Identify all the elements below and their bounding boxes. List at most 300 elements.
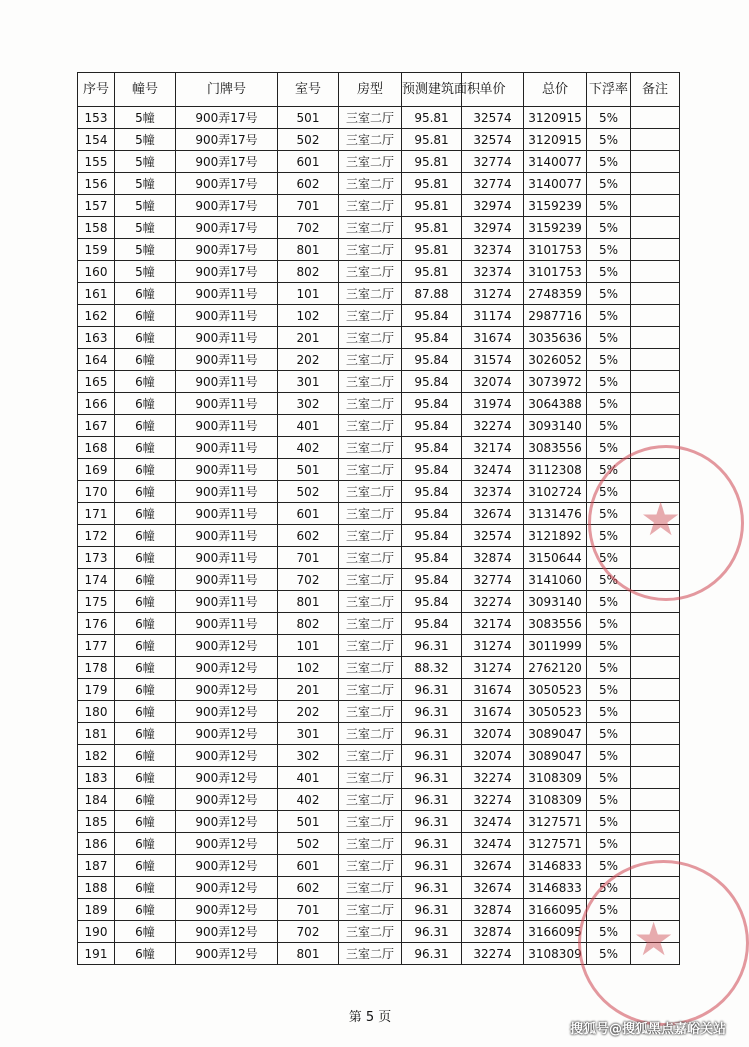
cell-address: 900弄12号 <box>176 767 278 789</box>
cell-discount: 5% <box>587 833 631 855</box>
cell-area: 95.84 <box>402 393 462 415</box>
cell-seq: 188 <box>78 877 115 899</box>
cell-address: 900弄17号 <box>176 195 278 217</box>
cell-area: 96.31 <box>402 789 462 811</box>
cell-discount: 5% <box>587 261 631 283</box>
cell-unit-price: 32074 <box>462 371 524 393</box>
cell-discount: 5% <box>587 393 631 415</box>
cell-area: 96.31 <box>402 679 462 701</box>
col-header-layout: 房型 <box>339 73 402 107</box>
cell-address: 900弄12号 <box>176 679 278 701</box>
cell-total-price: 3166095 <box>524 899 587 921</box>
cell-room: 402 <box>278 437 339 459</box>
cell-building: 5幢 <box>115 107 176 129</box>
cell-layout: 三室二厅 <box>339 679 402 701</box>
cell-room: 502 <box>278 129 339 151</box>
cell-total-price: 3159239 <box>524 195 587 217</box>
cell-seq: 171 <box>78 503 115 525</box>
cell-room: 202 <box>278 349 339 371</box>
cell-area: 95.81 <box>402 261 462 283</box>
table-row <box>78 305 680 327</box>
cell-remark <box>631 239 680 261</box>
cell-building: 5幢 <box>115 173 176 195</box>
cell-seq: 176 <box>78 613 115 635</box>
cell-remark <box>631 723 680 745</box>
cell-unit-price: 32274 <box>462 789 524 811</box>
cell-unit-price: 32574 <box>462 107 524 129</box>
cell-building: 6幢 <box>115 481 176 503</box>
cell-unit-price: 32274 <box>462 415 524 437</box>
cell-address: 900弄12号 <box>176 701 278 723</box>
table-row <box>78 591 680 613</box>
cell-total-price: 3083556 <box>524 613 587 635</box>
cell-area: 95.81 <box>402 107 462 129</box>
cell-building: 6幢 <box>115 855 176 877</box>
cell-layout: 三室二厅 <box>339 107 402 129</box>
table-row <box>78 745 680 767</box>
cell-room: 202 <box>278 701 339 723</box>
cell-discount: 5% <box>587 151 631 173</box>
cell-layout: 三室二厅 <box>339 261 402 283</box>
cell-building: 6幢 <box>115 569 176 591</box>
cell-room: 201 <box>278 327 339 349</box>
cell-seq: 160 <box>78 261 115 283</box>
cell-room: 301 <box>278 723 339 745</box>
table-row <box>78 613 680 635</box>
table-row <box>78 195 680 217</box>
cell-discount: 5% <box>587 745 631 767</box>
cell-unit-price: 32374 <box>462 261 524 283</box>
cell-area: 95.84 <box>402 547 462 569</box>
cell-seq: 178 <box>78 657 115 679</box>
cell-area: 96.31 <box>402 921 462 943</box>
cell-discount: 5% <box>587 349 631 371</box>
cell-discount: 5% <box>587 943 631 965</box>
cell-building: 6幢 <box>115 437 176 459</box>
cell-layout: 三室二厅 <box>339 723 402 745</box>
cell-total-price: 3166095 <box>524 921 587 943</box>
cell-address: 900弄11号 <box>176 547 278 569</box>
cell-remark <box>631 151 680 173</box>
cell-total-price: 3131476 <box>524 503 587 525</box>
cell-room: 601 <box>278 855 339 877</box>
cell-building: 6幢 <box>115 701 176 723</box>
cell-layout: 三室二厅 <box>339 195 402 217</box>
col-header-remark: 备注 <box>631 73 680 107</box>
cell-seq: 189 <box>78 899 115 921</box>
cell-area: 96.31 <box>402 877 462 899</box>
cell-unit-price: 32974 <box>462 217 524 239</box>
cell-seq: 169 <box>78 459 115 481</box>
cell-total-price: 3050523 <box>524 701 587 723</box>
cell-area: 95.84 <box>402 481 462 503</box>
cell-total-price: 3121892 <box>524 525 587 547</box>
cell-address: 900弄12号 <box>176 635 278 657</box>
cell-unit-price: 32374 <box>462 239 524 261</box>
cell-area: 95.81 <box>402 129 462 151</box>
cell-seq: 183 <box>78 767 115 789</box>
cell-address: 900弄11号 <box>176 349 278 371</box>
table-row <box>78 283 680 305</box>
cell-building: 6幢 <box>115 921 176 943</box>
cell-remark <box>631 833 680 855</box>
cell-total-price: 3011999 <box>524 635 587 657</box>
cell-building: 6幢 <box>115 305 176 327</box>
cell-discount: 5% <box>587 525 631 547</box>
cell-total-price: 3050523 <box>524 679 587 701</box>
table-row <box>78 789 680 811</box>
cell-area: 95.84 <box>402 371 462 393</box>
cell-discount: 5% <box>587 459 631 481</box>
cell-address: 900弄12号 <box>176 833 278 855</box>
cell-address: 900弄12号 <box>176 877 278 899</box>
cell-address: 900弄17号 <box>176 173 278 195</box>
cell-building: 6幢 <box>115 613 176 635</box>
cell-unit-price: 31974 <box>462 393 524 415</box>
cell-unit-price: 31674 <box>462 679 524 701</box>
col-header-discount: 下浮率 <box>587 73 631 107</box>
cell-room: 502 <box>278 481 339 503</box>
cell-remark <box>631 745 680 767</box>
cell-area: 96.31 <box>402 811 462 833</box>
cell-remark <box>631 129 680 151</box>
cell-room: 301 <box>278 371 339 393</box>
cell-remark <box>631 107 680 129</box>
cell-discount: 5% <box>587 723 631 745</box>
cell-address: 900弄12号 <box>176 723 278 745</box>
cell-layout: 三室二厅 <box>339 503 402 525</box>
cell-layout: 三室二厅 <box>339 525 402 547</box>
cell-unit-price: 32674 <box>462 877 524 899</box>
cell-address: 900弄12号 <box>176 899 278 921</box>
cell-seq: 155 <box>78 151 115 173</box>
table-row <box>78 327 680 349</box>
cell-discount: 5% <box>587 635 631 657</box>
cell-layout: 三室二厅 <box>339 415 402 437</box>
cell-area: 96.31 <box>402 833 462 855</box>
cell-layout: 三室二厅 <box>339 173 402 195</box>
cell-room: 102 <box>278 305 339 327</box>
watermark-text: 搜狐号@搜狐黑点嘉峪关站 <box>569 1022 726 1037</box>
cell-layout: 三室二厅 <box>339 393 402 415</box>
cell-address: 900弄11号 <box>176 415 278 437</box>
cell-unit-price: 32074 <box>462 745 524 767</box>
cell-address: 900弄11号 <box>176 437 278 459</box>
cell-layout: 三室二厅 <box>339 591 402 613</box>
cell-building: 6幢 <box>115 833 176 855</box>
cell-area: 95.84 <box>402 525 462 547</box>
cell-area: 95.84 <box>402 305 462 327</box>
col-header-address: 门牌号 <box>176 73 278 107</box>
cell-seq: 173 <box>78 547 115 569</box>
cell-room: 701 <box>278 899 339 921</box>
cell-total-price: 3035636 <box>524 327 587 349</box>
table-row <box>78 393 680 415</box>
cell-layout: 三室二厅 <box>339 745 402 767</box>
cell-seq: 190 <box>78 921 115 943</box>
cell-seq: 156 <box>78 173 115 195</box>
table-row <box>78 657 680 679</box>
cell-building: 6幢 <box>115 547 176 569</box>
cell-discount: 5% <box>587 591 631 613</box>
cell-unit-price: 32274 <box>462 767 524 789</box>
cell-total-price: 3101753 <box>524 261 587 283</box>
cell-unit-price: 32174 <box>462 613 524 635</box>
cell-address: 900弄17号 <box>176 129 278 151</box>
table-row <box>78 371 680 393</box>
cell-unit-price: 32974 <box>462 195 524 217</box>
cell-seq: 161 <box>78 283 115 305</box>
cell-unit-price: 32874 <box>462 899 524 921</box>
cell-area: 96.31 <box>402 723 462 745</box>
cell-unit-price: 31274 <box>462 657 524 679</box>
cell-address: 900弄17号 <box>176 107 278 129</box>
table-row <box>78 701 680 723</box>
cell-building: 5幢 <box>115 239 176 261</box>
cell-address: 900弄12号 <box>176 657 278 679</box>
cell-discount: 5% <box>587 789 631 811</box>
table-row <box>78 811 680 833</box>
col-header-area: 预测建筑面积 <box>402 73 462 107</box>
cell-layout: 三室二厅 <box>339 789 402 811</box>
cell-area: 96.31 <box>402 767 462 789</box>
cell-total-price: 3150644 <box>524 547 587 569</box>
cell-seq: 184 <box>78 789 115 811</box>
cell-discount: 5% <box>587 415 631 437</box>
cell-discount: 5% <box>587 547 631 569</box>
cell-building: 6幢 <box>115 723 176 745</box>
cell-total-price: 3073972 <box>524 371 587 393</box>
cell-room: 502 <box>278 833 339 855</box>
table-row <box>78 239 680 261</box>
table-row <box>78 877 680 899</box>
cell-area: 96.31 <box>402 701 462 723</box>
cell-seq: 180 <box>78 701 115 723</box>
cell-total-price: 3064388 <box>524 393 587 415</box>
cell-building: 6幢 <box>115 789 176 811</box>
cell-discount: 5% <box>587 173 631 195</box>
table-row <box>78 833 680 855</box>
cell-address: 900弄11号 <box>176 371 278 393</box>
cell-layout: 三室二厅 <box>339 217 402 239</box>
cell-building: 6幢 <box>115 525 176 547</box>
cell-remark <box>631 657 680 679</box>
cell-address: 900弄11号 <box>176 327 278 349</box>
cell-room: 802 <box>278 261 339 283</box>
cell-room: 602 <box>278 877 339 899</box>
cell-area: 95.84 <box>402 349 462 371</box>
cell-room: 102 <box>278 657 339 679</box>
cell-discount: 5% <box>587 371 631 393</box>
cell-unit-price: 32574 <box>462 129 524 151</box>
cell-remark <box>631 701 680 723</box>
cell-room: 501 <box>278 107 339 129</box>
table-row <box>78 767 680 789</box>
cell-unit-price: 32674 <box>462 503 524 525</box>
cell-layout: 三室二厅 <box>339 129 402 151</box>
table-row <box>78 569 680 591</box>
cell-layout: 三室二厅 <box>339 327 402 349</box>
cell-building: 6幢 <box>115 283 176 305</box>
cell-building: 6幢 <box>115 459 176 481</box>
table-row <box>78 679 680 701</box>
col-header-unit-price: 单价 <box>462 73 524 107</box>
cell-layout: 三室二厅 <box>339 833 402 855</box>
cell-room: 302 <box>278 393 339 415</box>
cell-total-price: 3101753 <box>524 239 587 261</box>
cell-area: 95.84 <box>402 437 462 459</box>
cell-discount: 5% <box>587 855 631 877</box>
cell-seq: 177 <box>78 635 115 657</box>
cell-address: 900弄11号 <box>176 283 278 305</box>
cell-room: 602 <box>278 525 339 547</box>
cell-remark <box>631 371 680 393</box>
cell-building: 6幢 <box>115 679 176 701</box>
cell-discount: 5% <box>587 129 631 151</box>
cell-room: 601 <box>278 151 339 173</box>
cell-area: 95.84 <box>402 459 462 481</box>
cell-layout: 三室二厅 <box>339 635 402 657</box>
col-header-building: 幢号 <box>115 73 176 107</box>
cell-building: 6幢 <box>115 811 176 833</box>
cell-total-price: 3141060 <box>524 569 587 591</box>
table-row <box>78 723 680 745</box>
cell-discount: 5% <box>587 217 631 239</box>
cell-total-price: 3093140 <box>524 591 587 613</box>
cell-building: 6幢 <box>115 767 176 789</box>
table-row <box>78 437 680 459</box>
cell-room: 801 <box>278 239 339 261</box>
cell-address: 900弄11号 <box>176 459 278 481</box>
cell-area: 96.31 <box>402 635 462 657</box>
cell-remark <box>631 305 680 327</box>
cell-unit-price: 32474 <box>462 811 524 833</box>
cell-discount: 5% <box>587 569 631 591</box>
table-row <box>78 261 680 283</box>
cell-address: 900弄11号 <box>176 569 278 591</box>
cell-remark <box>631 415 680 437</box>
cell-layout: 三室二厅 <box>339 305 402 327</box>
col-header-total-price: 总价 <box>524 73 587 107</box>
cell-layout: 三室二厅 <box>339 459 402 481</box>
cell-room: 702 <box>278 921 339 943</box>
cell-unit-price: 31174 <box>462 305 524 327</box>
cell-layout: 三室二厅 <box>339 349 402 371</box>
table-row <box>78 129 680 151</box>
cell-unit-price: 32374 <box>462 481 524 503</box>
cell-discount: 5% <box>587 481 631 503</box>
cell-area: 95.84 <box>402 569 462 591</box>
cell-layout: 三室二厅 <box>339 613 402 635</box>
cell-total-price: 3127571 <box>524 811 587 833</box>
cell-seq: 159 <box>78 239 115 261</box>
cell-layout: 三室二厅 <box>339 547 402 569</box>
cell-building: 5幢 <box>115 261 176 283</box>
cell-discount: 5% <box>587 613 631 635</box>
cell-area: 95.84 <box>402 415 462 437</box>
cell-discount: 5% <box>587 437 631 459</box>
cell-address: 900弄11号 <box>176 305 278 327</box>
cell-unit-price: 31574 <box>462 349 524 371</box>
cell-address: 900弄12号 <box>176 789 278 811</box>
cell-total-price: 2762120 <box>524 657 587 679</box>
cell-building: 6幢 <box>115 877 176 899</box>
cell-building: 5幢 <box>115 195 176 217</box>
cell-total-price: 3089047 <box>524 723 587 745</box>
cell-unit-price: 31274 <box>462 283 524 305</box>
cell-building: 5幢 <box>115 151 176 173</box>
cell-layout: 三室二厅 <box>339 811 402 833</box>
cell-unit-price: 32274 <box>462 943 524 965</box>
cell-total-price: 3120915 <box>524 107 587 129</box>
cell-total-price: 3127571 <box>524 833 587 855</box>
cell-remark <box>631 283 680 305</box>
cell-discount: 5% <box>587 767 631 789</box>
cell-room: 302 <box>278 745 339 767</box>
cell-address: 900弄11号 <box>176 591 278 613</box>
cell-layout: 三室二厅 <box>339 657 402 679</box>
cell-unit-price: 32474 <box>462 833 524 855</box>
table-row <box>78 415 680 437</box>
cell-total-price: 2987716 <box>524 305 587 327</box>
cell-remark <box>631 393 680 415</box>
cell-discount: 5% <box>587 899 631 921</box>
cell-room: 801 <box>278 591 339 613</box>
seal-star-bottom-icon: ★ <box>633 912 675 966</box>
cell-seq: 179 <box>78 679 115 701</box>
cell-room: 602 <box>278 173 339 195</box>
cell-room: 501 <box>278 811 339 833</box>
cell-seq: 157 <box>78 195 115 217</box>
cell-unit-price: 32774 <box>462 151 524 173</box>
cell-unit-price: 32874 <box>462 921 524 943</box>
cell-seq: 182 <box>78 745 115 767</box>
table-row <box>78 107 680 129</box>
cell-address: 900弄17号 <box>176 261 278 283</box>
seal-star-icon: ★ <box>640 492 682 546</box>
cell-building: 5幢 <box>115 129 176 151</box>
cell-total-price: 3102724 <box>524 481 587 503</box>
table-row <box>78 151 680 173</box>
cell-remark <box>631 767 680 789</box>
cell-seq: 175 <box>78 591 115 613</box>
cell-room: 501 <box>278 459 339 481</box>
cell-discount: 5% <box>587 503 631 525</box>
cell-layout: 三室二厅 <box>339 481 402 503</box>
cell-remark <box>631 679 680 701</box>
cell-remark <box>631 349 680 371</box>
cell-address: 900弄11号 <box>176 503 278 525</box>
cell-total-price: 3083556 <box>524 437 587 459</box>
cell-discount: 5% <box>587 327 631 349</box>
cell-discount: 5% <box>587 107 631 129</box>
cell-discount: 5% <box>587 701 631 723</box>
cell-seq: 166 <box>78 393 115 415</box>
cell-room: 801 <box>278 943 339 965</box>
cell-unit-price: 32074 <box>462 723 524 745</box>
cell-address: 900弄12号 <box>176 921 278 943</box>
cell-address: 900弄11号 <box>176 393 278 415</box>
cell-building: 6幢 <box>115 657 176 679</box>
cell-building: 6幢 <box>115 393 176 415</box>
cell-building: 5幢 <box>115 217 176 239</box>
cell-unit-price: 32174 <box>462 437 524 459</box>
cell-building: 6幢 <box>115 635 176 657</box>
cell-address: 900弄12号 <box>176 855 278 877</box>
cell-building: 6幢 <box>115 503 176 525</box>
cell-layout: 三室二厅 <box>339 855 402 877</box>
cell-building: 6幢 <box>115 349 176 371</box>
